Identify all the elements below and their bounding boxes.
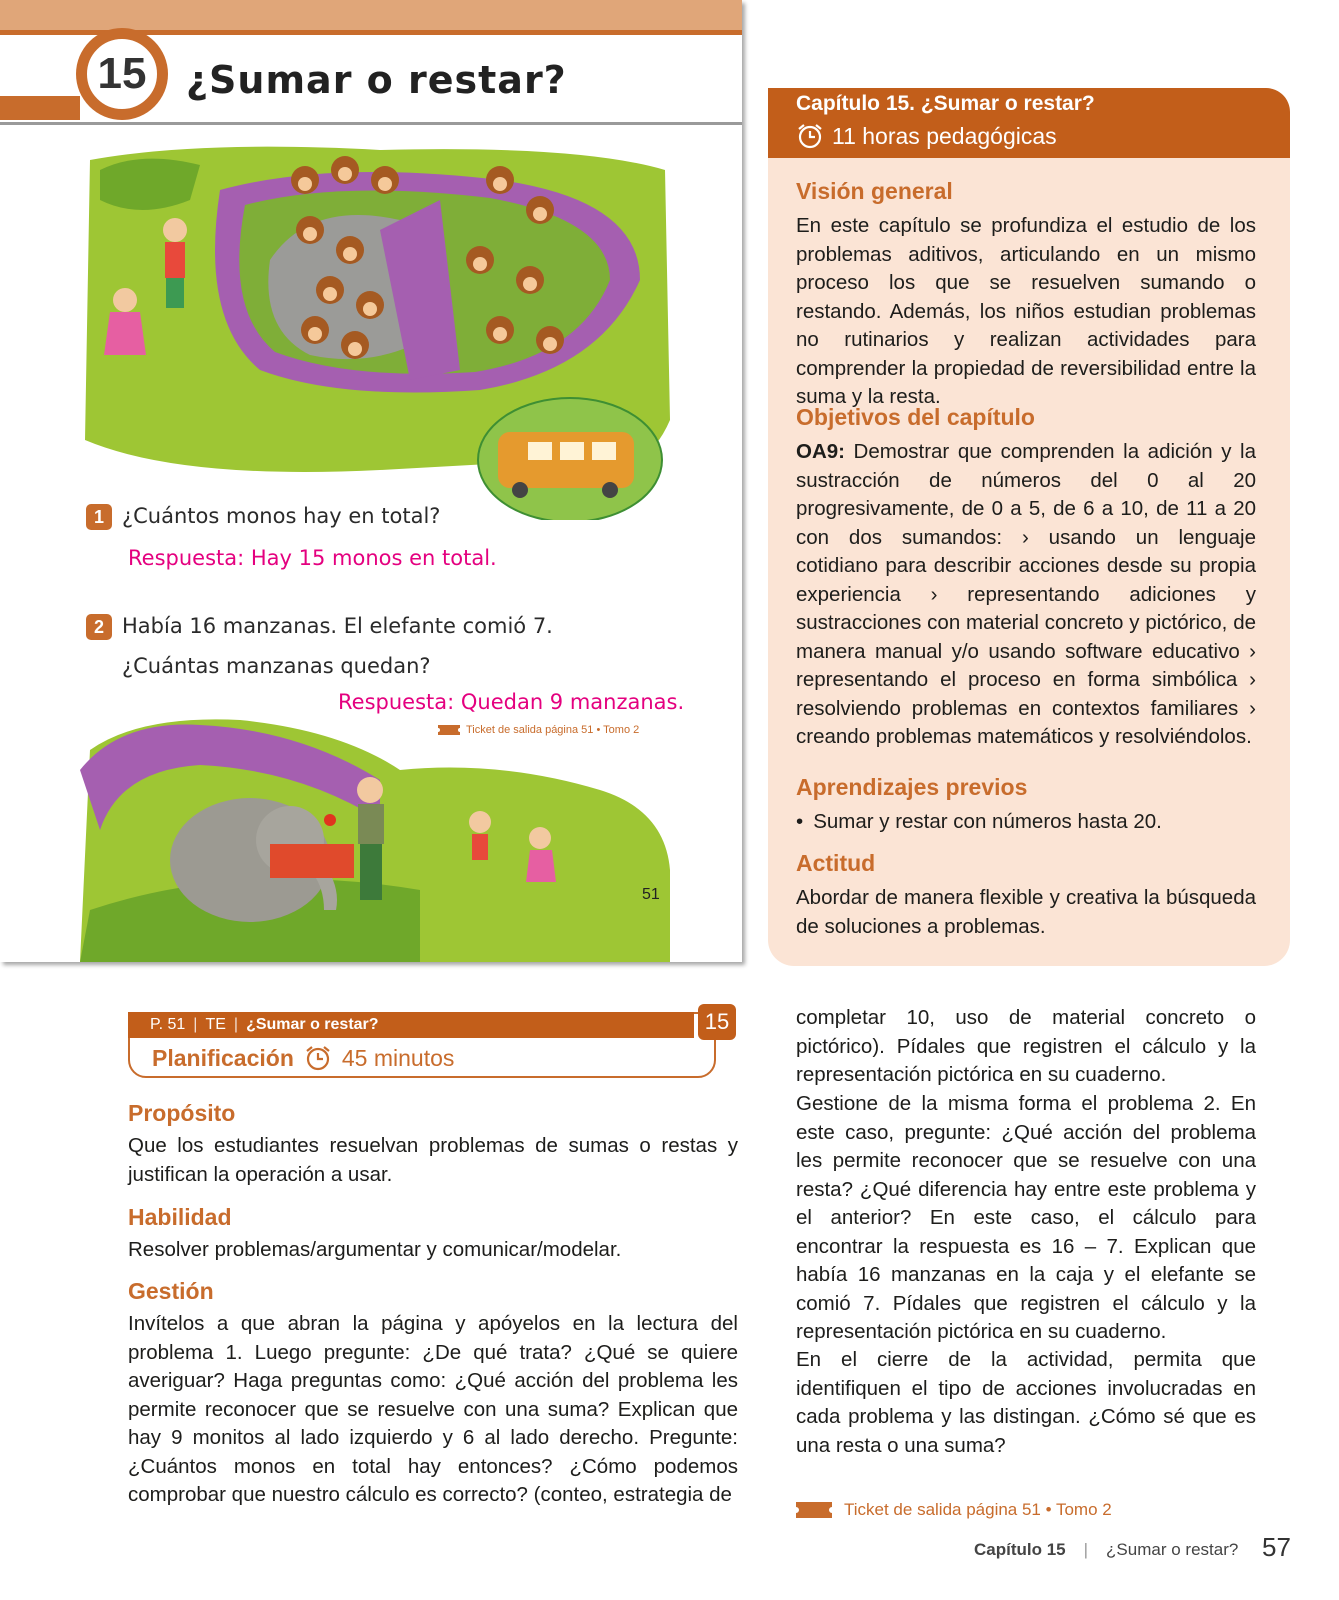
attitude-text: Abordar de manera flexible y creativa la búsqueda de soluciones a problemas.: [796, 886, 1256, 938]
question-2-text: Había 16 manzanas. El elefante comió 7.: [122, 614, 553, 638]
planning-chapter-tag: 15: [698, 1004, 736, 1040]
footer-title: ¿Sumar o restar?: [1106, 1540, 1239, 1559]
planning-minutes: 45 minutos: [341, 1044, 455, 1071]
planning-page-ref: P. 51: [150, 1016, 186, 1033]
previous-learning-text: Sumar y restar con números hasta 20.: [813, 810, 1162, 833]
bullet-icon: •: [796, 810, 804, 833]
page-number: 57: [1262, 1532, 1291, 1562]
teacher-ticket: [796, 1500, 1112, 1520]
chapter-badge: [76, 28, 168, 120]
vision-heading: Visión general: [796, 178, 953, 204]
page-title: ¿Sumar o restar?: [186, 58, 567, 102]
objectives-heading: Objetivos del capítulo: [796, 404, 1035, 430]
planning-topic: ¿Sumar o restar?: [246, 1016, 379, 1033]
management-heading: Gestión: [128, 1278, 214, 1304]
purpose-text: Que los estudiantes resuelvan problemas de sumas o restas y justifican la operación a usar.: [128, 1134, 738, 1186]
right-paragraph-3: En el cierre de la actividad, permita que identifiquen el tipo de acciones involucradas en cada problema y las distingan. ¿Cómo sé que es una resta o una suma?: [796, 1348, 1256, 1457]
planning-row: [152, 1044, 454, 1072]
question-1-text: ¿Cuántos monos hay en total?: [122, 504, 441, 528]
previous-learning-heading: Aprendizajes previos: [796, 774, 1028, 800]
objective-code: OA9:: [796, 440, 845, 463]
chapter-hours-row: [796, 122, 1057, 150]
objective-description: Demostrar que comprenden la adición y la sustracción de números del 0 al 20 progresivamente, de 0 a 5, de 6 a 10, de 11 a 20 con dos sumandos: › usando un lenguaje cotidiano para describir acciones desde su propia experiencia › representando adiciones y sustracciones con material concreto y pictórico, de manera manual y/o usando software educativo › representando el proceso en forma simbólica › resolviendo problemas en contextos familiares › creando problemas matemáticos y resolviéndolos.: [796, 440, 1256, 748]
separator: |: [233, 1016, 239, 1033]
elephant-illustration: [80, 710, 680, 962]
question-2-answer: Respuesta: Quedan 9 manzanas.: [338, 690, 685, 714]
vision-text: En este capítulo se profundiza el estudio de los problemas aditivos, articulando en un mismo proceso los que se resuelven sumando o restando. Además, los niños estudian problemas no rutinarios y realizan actividades para comprender la propiedad de reversibilidad entre la suma y la resta.: [796, 214, 1256, 408]
attitude-heading: Actitud: [796, 850, 876, 876]
student-ticket-text: Ticket de salida página 51 • Tomo 2: [466, 724, 640, 736]
separator: |: [193, 1016, 198, 1033]
top-band: [0, 0, 742, 30]
question-1-answer: Respuesta: Hay 15 monos en total.: [128, 546, 497, 570]
right-paragraph-1: completar 10, uso de material concreto o pictórico). Pídales que registren el cálculo y la representación pictórica en su cuaderno.: [796, 1006, 1256, 1086]
right-paragraph-2: Gestione de la misma forma el problema 2. En este caso, pregunte: ¿Qué acción del problema les permite reconocer que se resuelve con una resta? ¿Qué diferencia hay entre este problema y el anterior? En este caso, el cálculo para encontrar la respuesta es 16 – 7. Explican que había 16 manzanas en la caja y el elefante se comió 7. Pídales que registren el cálculo y la representación pictórica en su cuaderno.: [796, 1092, 1256, 1343]
chapter-hours: 11 horas pedagógicas: [832, 122, 1057, 149]
student-page-number: 51: [642, 886, 660, 903]
chapter-header-title: Capítulo 15. ¿Sumar o restar?: [796, 92, 1095, 115]
question-1-number: 1: [86, 504, 112, 530]
objectives-text: [796, 438, 1256, 752]
planning-te: TE: [205, 1016, 226, 1033]
planning-bar: [128, 1012, 694, 1038]
footer-separator: |: [1083, 1540, 1089, 1559]
previous-learning-item: [796, 808, 1256, 837]
student-page: [0, 0, 742, 962]
monkeys-illustration: [80, 140, 680, 520]
teacher-ticket-text: Ticket de salida página 51 • Tomo 2: [844, 1500, 1112, 1519]
skill-heading: Habilidad: [128, 1204, 232, 1230]
alarm-clock-icon: [796, 122, 824, 150]
planning-label: Planificación: [152, 1044, 294, 1071]
skill-text: Resolver problemas/argumentar y comunicar/modelar.: [128, 1238, 622, 1261]
alarm-clock-icon: [304, 1044, 332, 1072]
question-2-number: 2: [86, 614, 112, 640]
management-text: Invítelos a que abran la página y apóyelos en la lectura del problema 1. Luego pregunte: ¿De qué trata? ¿Qué se quiere averiguar? Haga preguntas como: ¿Qué acción del problema les permite reconocer que se resuelve con una suma? Explican que hay 9 monitos al lado izquierdo y 6 al lado derecho. Pregunte: ¿Cuántos monos en total hay entonces? ¿Cómo podemos comprobar que nuestro cálculo es correcto? (conteo, estrategia de: [128, 1312, 738, 1506]
title-accent-bar: [0, 96, 80, 120]
question-2-subtext: ¿Cuántas manzanas quedan?: [122, 654, 431, 678]
page-footer: [974, 1540, 1238, 1560]
ticket-icon: [796, 1502, 832, 1518]
footer-chapter: Capítulo 15: [974, 1540, 1066, 1559]
chapter-number: 15: [84, 36, 160, 112]
title-divider: [0, 122, 742, 125]
purpose-heading: Propósito: [128, 1100, 236, 1126]
